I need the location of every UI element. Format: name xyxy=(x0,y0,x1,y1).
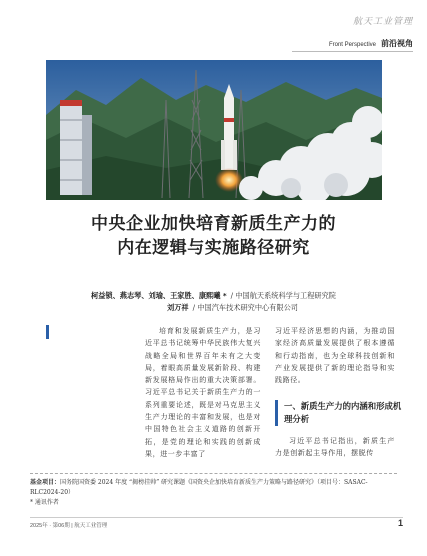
article-title-line2: 内在逻辑与实施路径研究 xyxy=(117,238,310,258)
rocket-launch-photo-icon xyxy=(46,60,382,200)
author-affiliation-2: / 中国汽车技术研究中心有限公司 xyxy=(192,303,298,312)
body-paragraph-section1: 习近平总书记指出，新质生产力是创新起主导作用，摆脱传 xyxy=(275,437,395,458)
footer-rule xyxy=(30,517,403,518)
hero-image xyxy=(46,60,382,200)
page-number: 1 xyxy=(397,518,403,528)
section-heading: 一、新质生产力的内涵和形成机理分析 xyxy=(275,400,408,426)
body-paragraph-continued: 习近平经济思想的内涵，为推动国家经济高质量发展提供了根本遵循和行动指南，也为全球科技创新和产业发展提供了新的理论指导和实践路径。 xyxy=(275,327,395,385)
footer-issue: 2025年 · 第06期 | 航天工业管理 xyxy=(30,523,108,529)
author-names-2: 刘万祥 xyxy=(167,303,189,312)
author-names: 柯益锁、燕志琴、刘瑜、王家胜、康熙曦 * xyxy=(91,291,227,300)
section-tag xyxy=(329,38,413,49)
abstract-accent-bar xyxy=(46,325,49,339)
body-column-right xyxy=(275,325,395,386)
fund-note xyxy=(30,478,397,498)
authors-row-2 xyxy=(0,302,427,314)
fund-label: 基金项目： xyxy=(30,479,61,486)
article-title-line1: 中央企业加快培育新质生产力的 xyxy=(91,214,336,234)
footnote-rule xyxy=(30,473,397,474)
section-tag-cn: 前沿视角 xyxy=(381,39,413,48)
authors-block xyxy=(0,290,427,314)
author-affiliation: / 中国航天系统科学与工程研究院 xyxy=(230,291,336,300)
body-column-right-2 xyxy=(275,435,395,460)
body-column-left xyxy=(145,325,261,460)
header-rule xyxy=(292,51,413,52)
authors-row-1 xyxy=(0,290,427,302)
fund-text: 国务院国资委 2024 年度 “揭榜挂帅” 研究课题《国资央企加快培育新质生产力策略与路径研究》（项目号：SASAC-RLC2024-20） xyxy=(30,479,368,496)
corresponding-author-note: * 通讯作者 xyxy=(30,499,59,506)
magazine-logo: 航天工业管理 xyxy=(352,17,413,27)
section-tag-en: Front Perspective xyxy=(328,42,376,48)
footnote xyxy=(30,478,397,508)
body-paragraph: 培育和发展新质生产力，是习近平总书记统筹中华民族伟大复兴战略全局和世界百年未有之大变局，着眼高质量发展新阶段、构建新发展格局作出的重大决策部署。习近平总书记关于新质生产力的一系列重要论述，既是对马克思主义生产力理论的丰富和发展，也是对中国特色社会主义道路的创新开拓，是党的理论和实践的创新成果，进一步丰富了 xyxy=(145,327,261,458)
